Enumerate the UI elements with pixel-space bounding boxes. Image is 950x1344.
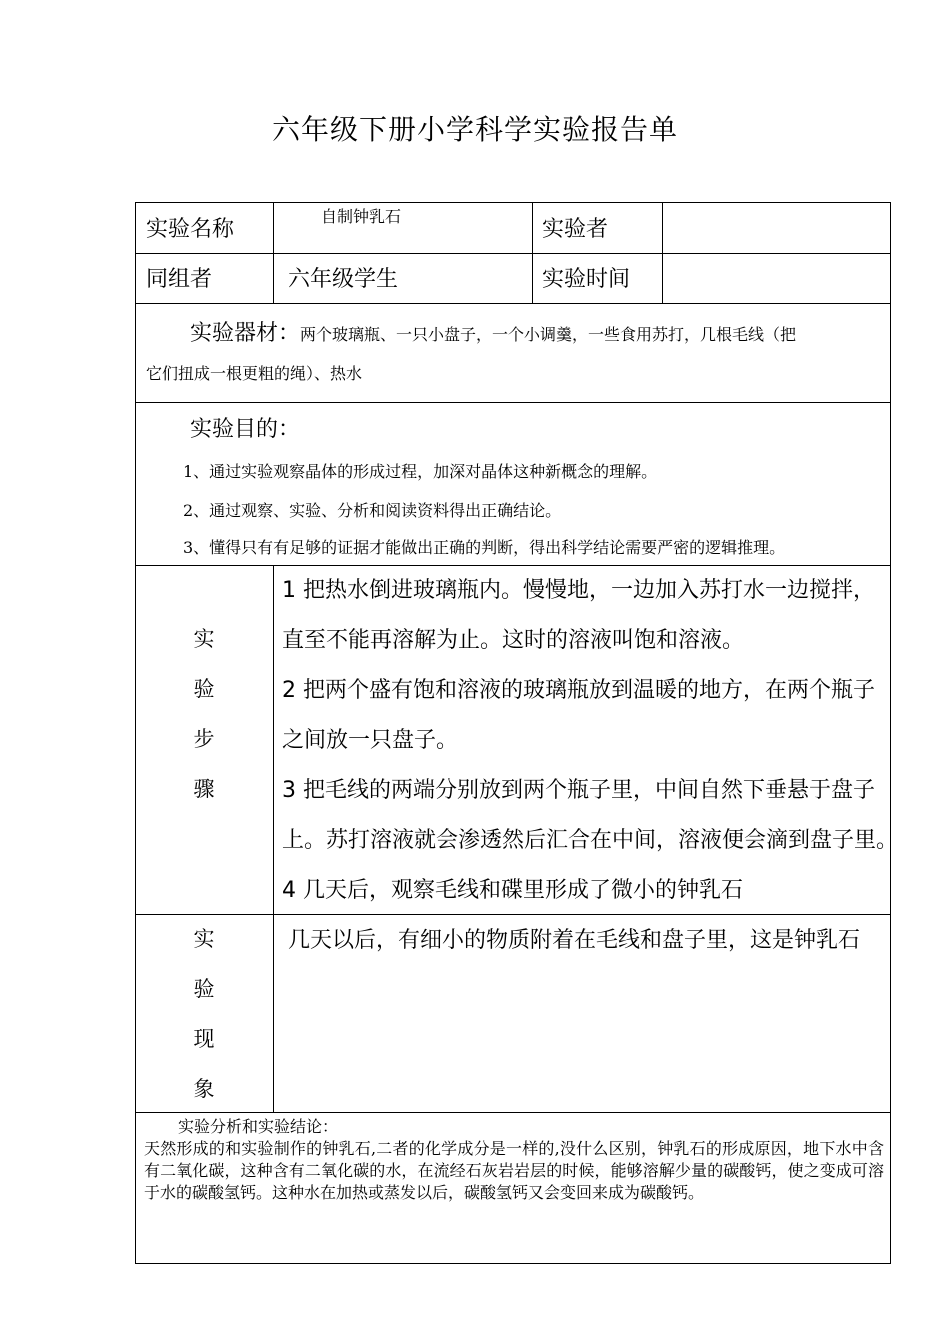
- report-table: [135, 202, 899, 1264]
- col-divider: [273, 565, 274, 1112]
- step-line: 2 把两个盛有饱和溶液的玻璃瓶放到温暖的地方，在两个瓶子: [282, 678, 875, 703]
- row-divider: [136, 303, 890, 304]
- steps-label: [136, 623, 272, 823]
- phenomenon-label-char: 现: [193, 1027, 215, 1051]
- row-divider: [136, 402, 890, 403]
- phenomenon-label-char: 象: [193, 1077, 215, 1101]
- steps-label-char: 实: [193, 627, 215, 651]
- purpose-label: 实验目的：: [190, 417, 301, 442]
- phenomenon-label: [136, 923, 272, 1123]
- steps-label-char: 骤: [193, 777, 215, 801]
- phenomenon-text: 几天以后，有细小的物质附着在毛线和盘子里，这是钟乳石: [288, 928, 861, 953]
- row-divider: [136, 565, 890, 566]
- step-line: 3 把毛线的两端分别放到两个瓶子里，中间自然下垂悬于盘子: [282, 778, 875, 803]
- materials-label: 实验器材：: [190, 321, 301, 346]
- steps-label-char: 步: [193, 727, 215, 751]
- purpose-item: 2、通过观察、实验、分析和阅读资料得出正确结论。: [183, 501, 562, 520]
- steps-label-char: 验: [193, 677, 215, 701]
- page-title: 六年级下册小学科学实验报告单: [271, 113, 678, 146]
- materials-text-1: 两个玻璃瓶、一只小盘子，一个小调羹，一些食用苏打，几根毛线（把: [300, 325, 797, 344]
- row-divider: [136, 914, 890, 915]
- purpose-item: 3、懂得只有有足够的证据才能做出正确的判断，得出科学结论需要严密的逻辑推理。: [183, 538, 786, 557]
- materials-line-1: [190, 316, 796, 347]
- name-label: 实验名称: [146, 217, 235, 242]
- conclusion-label: 实验分析和实验结论：: [178, 1117, 339, 1136]
- phenomenon-label-char: 验: [193, 977, 215, 1001]
- group-value: 六年级学生: [288, 267, 399, 292]
- phenomenon-label-char: 实: [193, 927, 215, 951]
- group-label: 同组者: [146, 267, 213, 292]
- step-line: 之间放一只盘子。: [282, 728, 459, 753]
- step-line: 上。苏打溶液就会渗透然后汇合在中间，溶液便会滴到盘子里。: [282, 828, 899, 853]
- step-line: 1 把热水倒进玻璃瓶内。慢慢地，一边加入苏打水一边搅拌，: [282, 578, 875, 603]
- time-label: 实验时间: [542, 267, 631, 292]
- step-line: 直至不能再溶解为止。这时的溶液叫饱和溶液。: [282, 628, 745, 653]
- col-divider: [662, 203, 663, 303]
- step-line: 4 几天后，观察毛线和碟里形成了微小的钟乳石: [282, 878, 743, 903]
- experimenter-label: 实验者: [542, 217, 609, 242]
- col-divider: [532, 203, 533, 303]
- col-divider: [273, 203, 274, 303]
- row-divider: [136, 253, 890, 254]
- conclusion-text: 天然形成的和实验制作的钟乳石,二者的化学成分是一样的,没什么区别，钟乳石的形成原因，地下水中含有二氧化碳，这种含有二氧化碳的水，在流经石灰岩岩层的时候，能够溶解少量的碳酸钙，使之变成可溶于水的碳酸氢钙。这种水在加热或蒸发以后，碳酸氢钙又会变回来成为碳酸钙。: [144, 1139, 884, 1202]
- materials-text-2: 它们扭成一根更粗的绳）、热水: [146, 364, 363, 383]
- purpose-item: 1、通过实验观察晶体的形成过程，加深对晶体这种新概念的理解。: [183, 462, 658, 481]
- name-value: 自制钟乳石: [321, 207, 402, 226]
